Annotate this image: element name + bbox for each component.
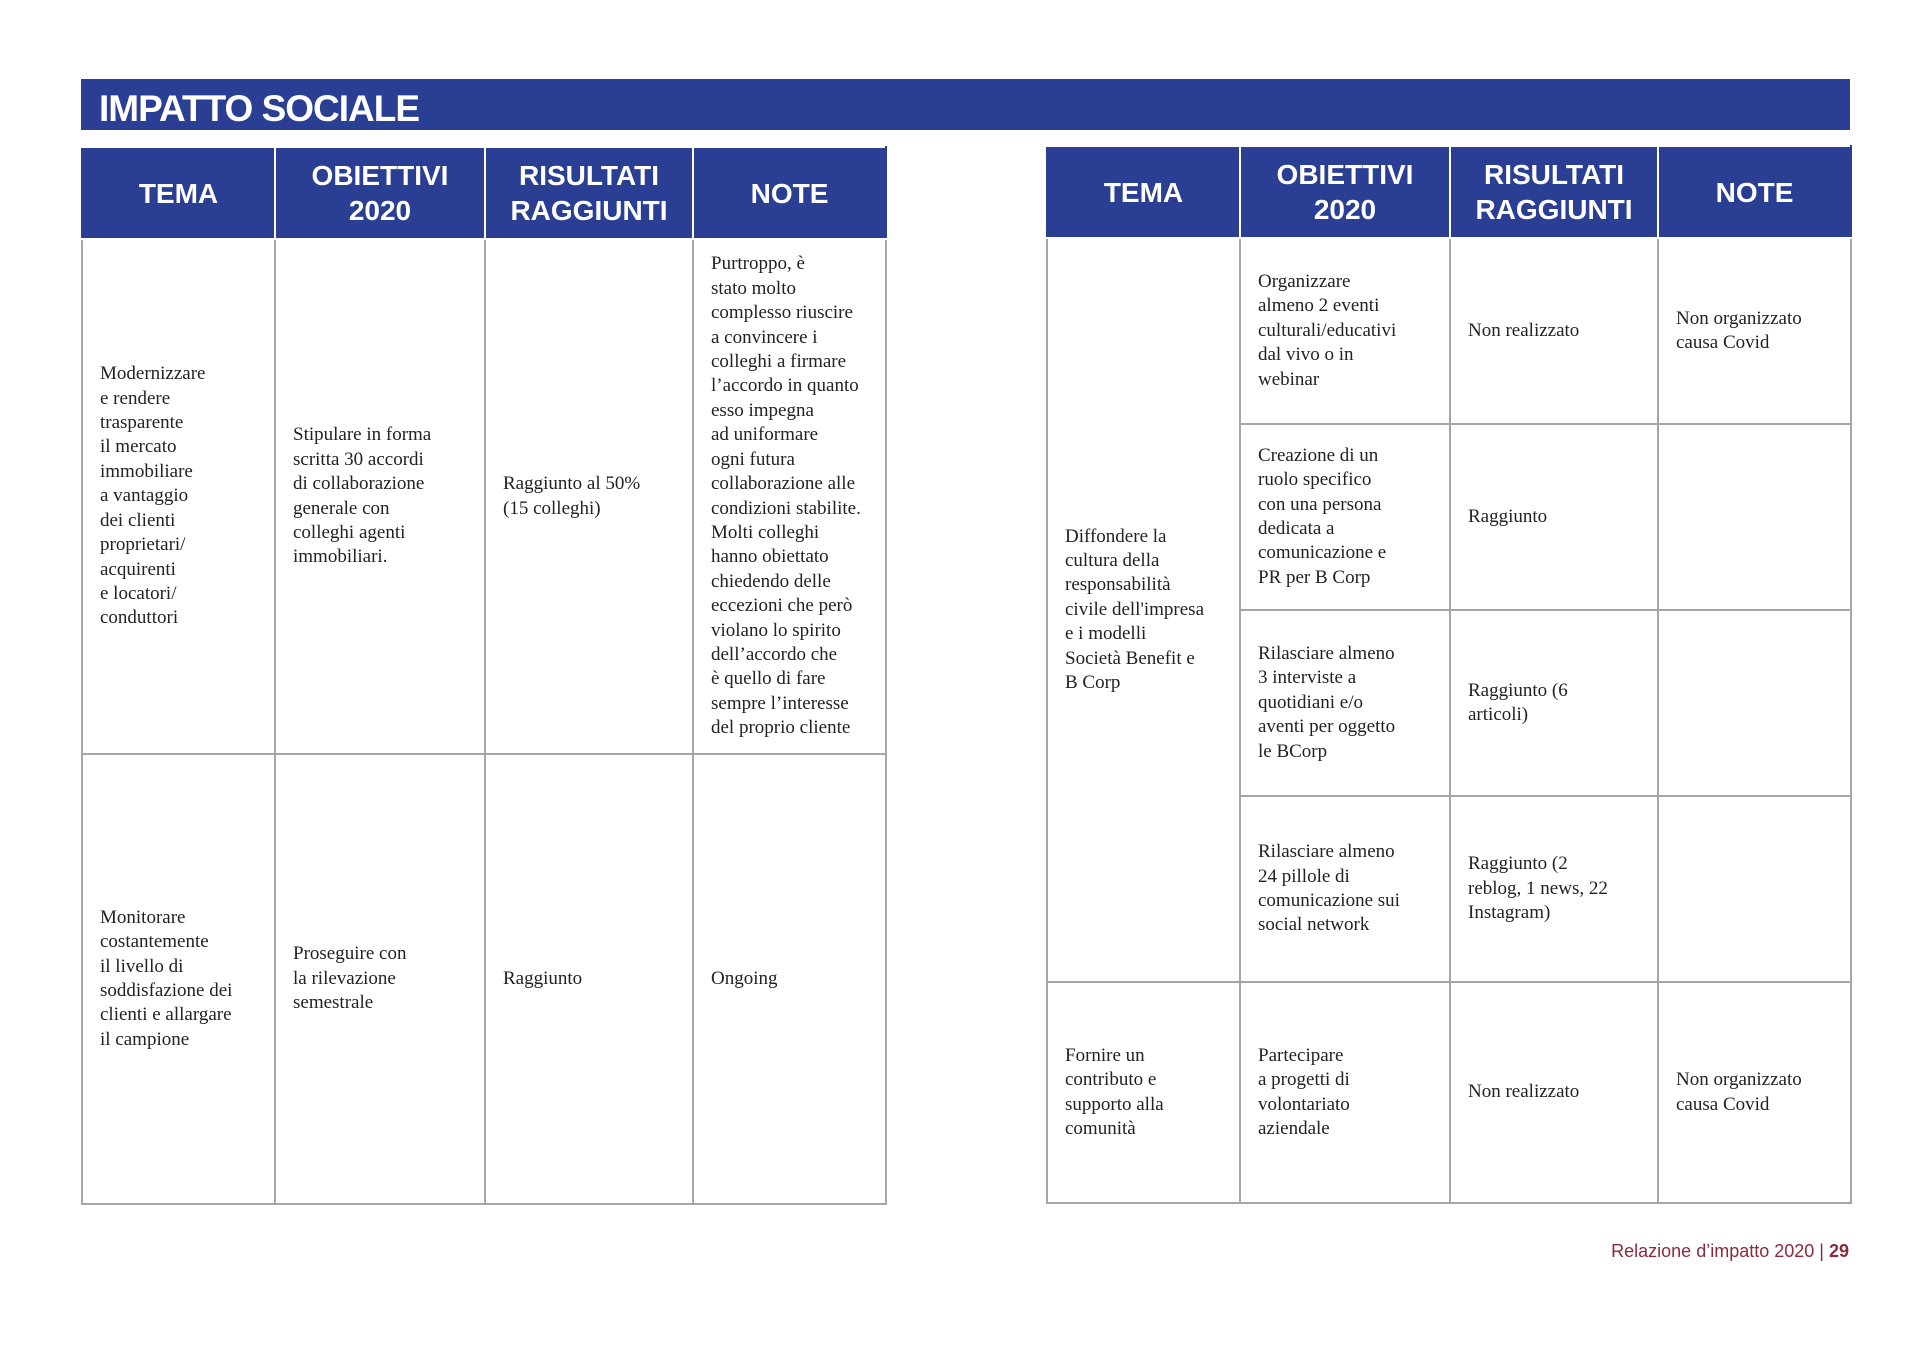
cell-line: il campione [100,1028,190,1050]
cell-line: Molti colleghi [711,521,820,543]
cell-line: webinar [1258,368,1320,390]
cell-line: volontariato [1258,1093,1350,1115]
cell-line: colleghi agenti [293,521,406,543]
obiettivo-cell [1240,238,1450,424]
risultato-cell [485,754,693,1204]
cell-line: Instagram) [1468,902,1551,924]
cell-line: con una persona [1258,493,1382,515]
risultato-cell [1450,238,1658,424]
cell-line: a convincere i [711,326,818,348]
cell-line: Stipulare in forma [293,424,432,446]
risultato-cell [485,239,693,754]
page-number: 29 [1828,1241,1849,1261]
cell-line: causa Covid [1676,332,1770,353]
cell-line: eccezioni che però [711,595,853,617]
cell-line: Raggiunto [1468,505,1548,527]
cell-line: Proseguire con [293,943,407,965]
cell-line: Partecipare [1258,1044,1344,1066]
risultato-cell [1450,982,1658,1203]
cell-line: soddisfazione dei [100,980,233,1001]
table-row [1047,982,1851,1203]
header-tema: TEMA [82,147,275,239]
note-cell [1658,610,1851,796]
cell-line: immobiliare [100,460,193,482]
cell-line: Ongoing [711,967,778,989]
cell-line: conduttori [100,607,179,629]
cell-line: l’accordo in quanto [711,375,859,397]
cell-line: Organizzare [1258,270,1351,292]
cell-line: scritta 30 accordi [293,448,424,470]
table-row [82,239,886,754]
cell-line: civile dell'impresa [1065,598,1205,620]
page-title: IMPATTO SOCIALE [99,87,420,129]
risultato-cell [1450,424,1658,610]
cell-line: articoli) [1468,704,1529,725]
cell-line: Rilasciare almeno [1258,841,1395,863]
cell-line: comunicazione sui [1258,890,1400,911]
cell-line: Raggiunto (6 [1468,679,1568,701]
cell-line: Non realizzato [1468,319,1580,341]
cell-line: proprietari/ [100,534,186,556]
cell-line: violano lo spirito [711,619,841,641]
obiettivo-cell [1240,610,1450,796]
cell-line: dedicata a [1258,518,1335,539]
cell-line: chiedendo delle [711,570,831,592]
cell-line: generale con [293,497,390,519]
footer-separator: | [1819,1241,1824,1261]
cell-line: B Corp [1065,672,1121,694]
cell-line: dell’accordo che [711,643,838,665]
cell-line: (15 colleghi) [503,497,601,519]
note-cell [693,754,886,1204]
header-risultati: RISULTATI RAGGIUNTI [485,147,693,239]
obiettivo-cell [1240,796,1450,982]
cell-line: ogni futura [711,448,795,470]
cell-line: 24 pillole di [1258,865,1350,887]
cell-line: dei clienti [100,509,176,531]
cell-line: Raggiunto (2 [1468,853,1568,875]
tema-cell [82,754,275,1204]
cell-line: trasparente [100,412,184,434]
cell-line: causa Covid [1676,1093,1770,1115]
note-cell [1658,238,1851,424]
cell-line: sempre l’interesse [711,692,849,714]
cell-line: a vantaggio [100,485,189,507]
header-obiettivi: OBIETTIVI 2020 [1240,146,1450,238]
header-tema: TEMA [1047,146,1240,238]
cell-line: supporto alla [1065,1093,1164,1115]
risultato-cell [1450,796,1658,982]
header-note: NOTE [1658,146,1851,238]
tema-cell [1047,238,1240,982]
cell-line: Fornire un [1065,1044,1145,1066]
header-note: NOTE [693,147,886,239]
obiettivo-cell [275,754,485,1204]
obiettivo-cell [1240,982,1450,1203]
cell-line: Purtroppo, è [711,253,805,275]
tema-cell [1047,982,1240,1203]
note-cell [693,239,886,754]
cell-line: contributo e [1065,1069,1157,1091]
cell-line: Modernizzare [100,363,206,385]
cell-line: condizioni stabilite. [711,497,861,519]
left-table [81,146,887,1205]
cell-line: colleghi a firmare [711,351,847,373]
cell-line: comunicazione e [1258,542,1387,564]
cell-line: Diffondere la [1065,525,1167,547]
cell-line: e i modelli [1065,623,1147,645]
cell-line: Non organizzato [1676,1069,1802,1091]
cell-line: stato molto [711,277,796,299]
report-title: Relazione d’impatto 2020 [1611,1241,1815,1261]
cell-line: Rilasciare almeno [1258,642,1395,664]
cell-line: complesso riuscire [711,302,853,324]
cell-line: di collaborazione [293,473,425,495]
cell-line: Non realizzato [1468,1081,1580,1103]
cell-line: collaborazione alle [711,473,856,495]
cell-line: Creazione di un [1258,444,1379,466]
cell-line: la rilevazione [293,967,396,989]
cell-line: Raggiunto al 50% [503,473,641,495]
cell-line: social network [1258,914,1370,936]
cell-line: aventi per oggetto [1258,716,1396,738]
table-row [82,754,886,1204]
cell-line: responsabilità [1065,574,1171,596]
cell-line: clienti e allargare [100,1004,232,1026]
cell-line: acquirenti [100,558,176,580]
cell-line: immobiliari. [293,546,388,568]
cell-line: culturali/educativi [1258,319,1397,341]
cell-line: e rendere [100,387,171,409]
cell-line: esso impegna [711,399,814,421]
cell-line: è quello di fare [711,668,826,690]
header-risultati: RISULTATI RAGGIUNTI [1450,146,1658,238]
cell-line: il mercato [100,436,177,458]
obiettivo-cell [275,239,485,754]
cell-line: ruolo specifico [1258,469,1372,491]
cell-line: costantemente [100,931,209,953]
page-footer [1611,1241,1849,1262]
cell-line: comunità [1065,1117,1136,1139]
cell-line: e locatori/ [100,582,177,604]
cell-line: reblog, 1 news, 22 [1468,877,1608,899]
cell-line: hanno obiettato [711,546,829,568]
cell-line: a progetti di [1258,1069,1350,1091]
note-cell [1658,796,1851,982]
tema-cell [82,239,275,754]
risultato-cell [1450,610,1658,796]
cell-line: del proprio cliente [711,717,851,739]
table-row [1047,238,1851,424]
header-obiettivi: OBIETTIVI 2020 [275,147,485,239]
cell-line: Società Benefit e [1065,647,1195,669]
cell-line: Non organizzato [1676,307,1802,329]
cell-line: semestrale [293,992,374,1014]
cell-line: quotidiani e/o [1258,691,1364,713]
section-banner [81,79,1850,130]
cell-line: Monitorare [100,906,186,928]
cell-line: aziendale [1258,1117,1330,1139]
cell-line: il livello di [100,955,184,977]
cell-line: dal vivo o in [1258,344,1354,366]
obiettivo-cell [1240,424,1450,610]
cell-line: almeno 2 eventi [1258,295,1380,317]
cell-line: PR per B Corp [1258,566,1371,588]
note-cell [1658,982,1851,1203]
cell-line: Raggiunto [503,967,583,989]
cell-line: le BCorp [1258,740,1328,762]
cell-line: cultura della [1065,549,1160,571]
cell-line: 3 interviste a [1258,667,1357,689]
cell-line: ad uniformare [711,424,819,446]
right-table [1046,145,1852,1204]
note-cell [1658,424,1851,610]
